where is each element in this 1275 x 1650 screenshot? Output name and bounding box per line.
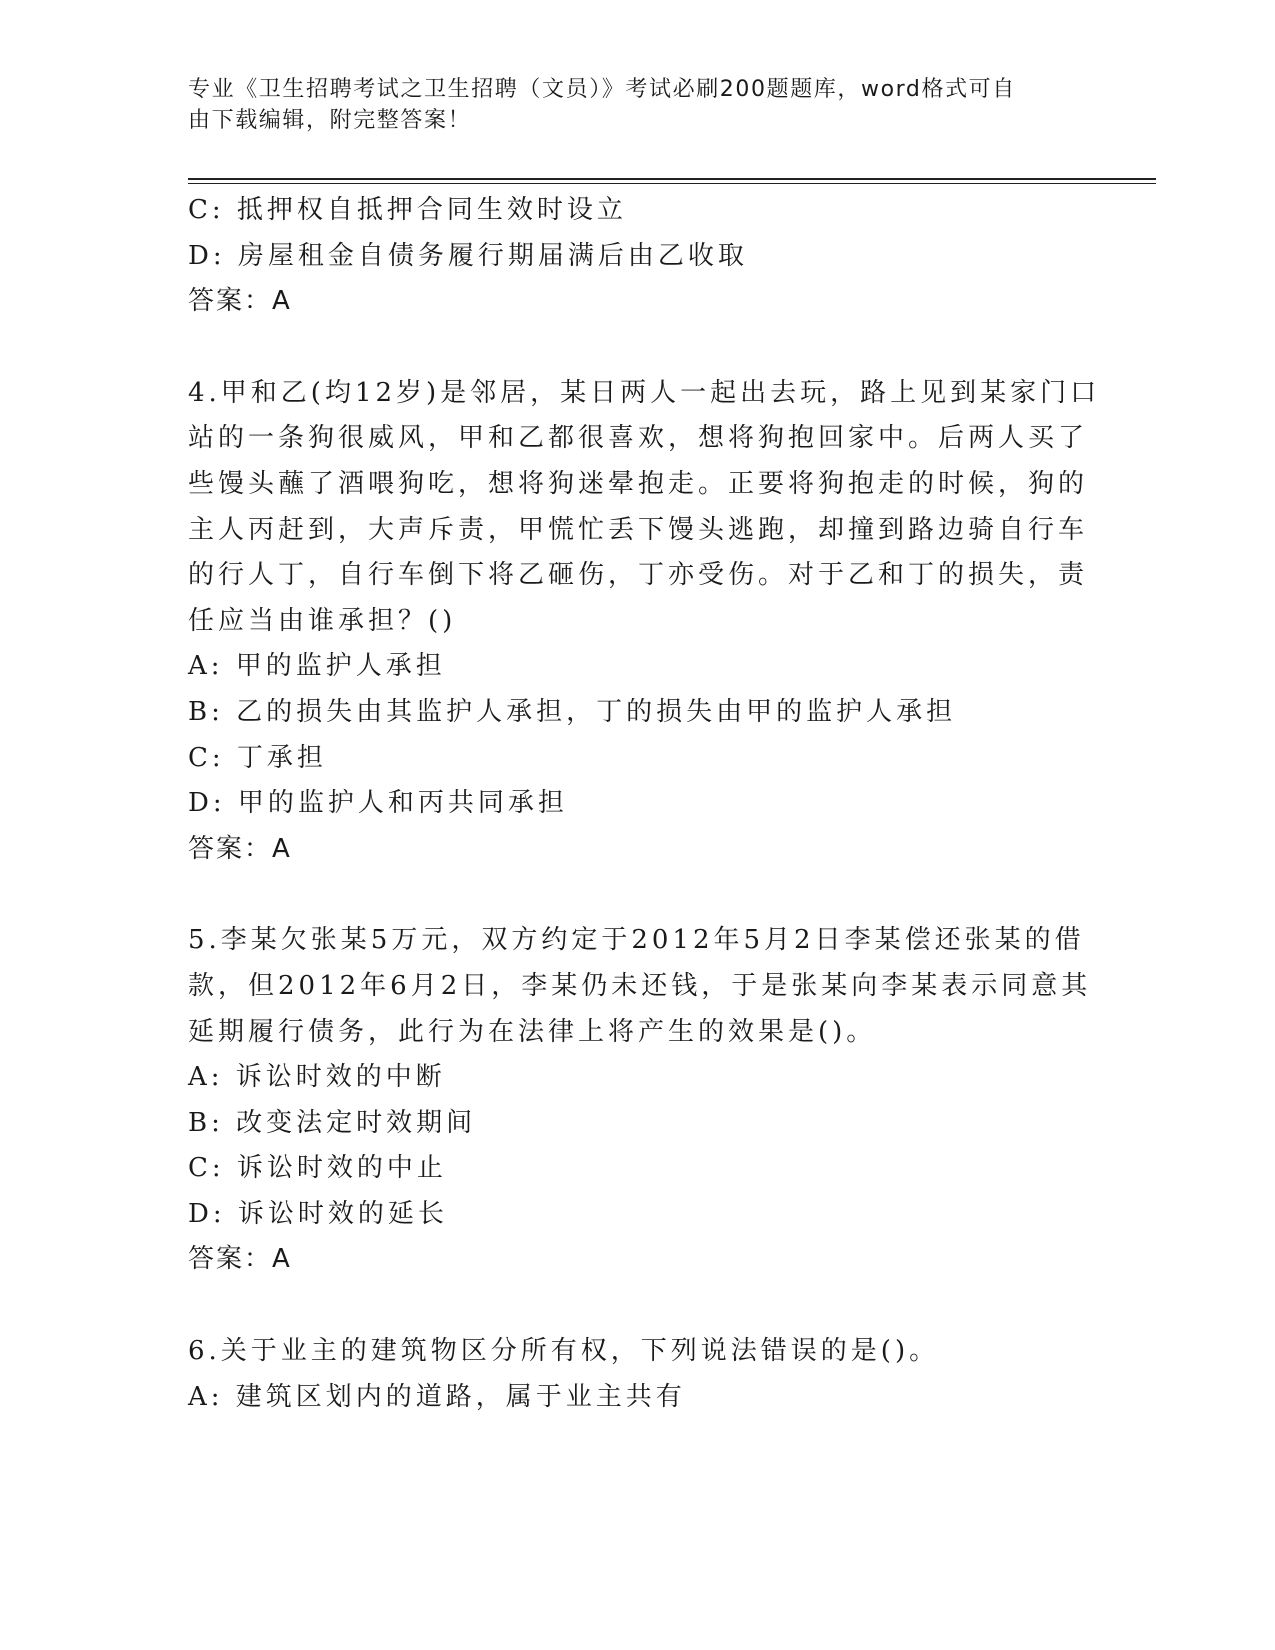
question-5 [188,918,1092,1283]
option-d: D: 房屋租金自债务履行期届满后由乙收取 [188,240,748,271]
question-stem-line: 4.甲和乙(均12岁)是邻居，某日两人一起出去玩，路上见到某家门口 [188,377,1101,408]
question-stem-line: 站的一条狗很威风，甲和乙都很喜欢，想将狗抱回家中。后两人买了 [188,423,1089,454]
answer-line: 答案：A [188,1244,292,1275]
option-b: B: 乙的损失由其监护人承担，丁的损失由甲的监护人承担 [188,696,957,727]
question-stem-line: 的行人丁，自行车倒下将乙砸伤，丁亦受伤。对于乙和丁的损失，责 [188,560,1089,591]
option-d: D: 甲的监护人和丙共同承担 [188,788,568,819]
question-stem-line: 6.关于业主的建筑物区分所有权，下列说法错误的是()。 [188,1336,940,1367]
spacer [188,325,1088,371]
question-stem-line: 5.李某欠张某5万元，双方约定于2012年5月2日李某偿还张某的借 [188,925,1085,956]
question-6 [188,1329,1088,1420]
answer-line: 答案：A [188,286,292,317]
document-body [188,188,1101,1420]
answer-line: 答案：A [188,833,292,864]
question-3-tail [188,188,1088,325]
header-rule-thin [188,183,1156,184]
header-rule-thick [188,178,1156,180]
spacer [188,1283,1088,1329]
option-c: C: 诉讼时效的中止 [188,1153,447,1184]
option-d: D: 诉讼时效的延长 [188,1198,448,1229]
option-c: C: 丁承担 [188,742,327,773]
question-4 [188,371,1101,873]
question-stem-line: 延期履行债务，此行为在法律上将产生的效果是()。 [188,1016,877,1047]
option-b: B: 改变法定时效期间 [188,1107,477,1138]
document-header [188,74,1068,136]
option-a: A: 建筑区划内的道路，属于业主共有 [188,1381,686,1412]
header-title-line-2: 由下载编辑，附完整答案！ [188,108,472,133]
option-c: C: 抵押权自抵押合同生效时设立 [188,195,627,225]
header-title-line-1: 专业《卫生招聘考试之卫生招聘（文员）》考试必刷200题题库，word格式可自 [188,77,1016,102]
question-stem-line: 些馒头蘸了酒喂狗吃，想将狗迷晕抱走。正要将狗抱走的时候，狗的 [188,468,1089,499]
question-stem-line: 任应当由谁承担？() [188,605,457,636]
question-stem-line: 款，但2012年6月2日，李某仍未还钱，于是张某向李某表示同意其 [188,970,1092,1001]
option-a: A: 甲的监护人承担 [188,651,446,682]
question-stem-line: 主人丙赶到，大声斥责，甲慌忙丢下馒头逃跑，却撞到路边骑自行车 [188,514,1089,545]
spacer [188,872,1088,918]
option-a: A: 诉讼时效的中断 [188,1062,446,1093]
